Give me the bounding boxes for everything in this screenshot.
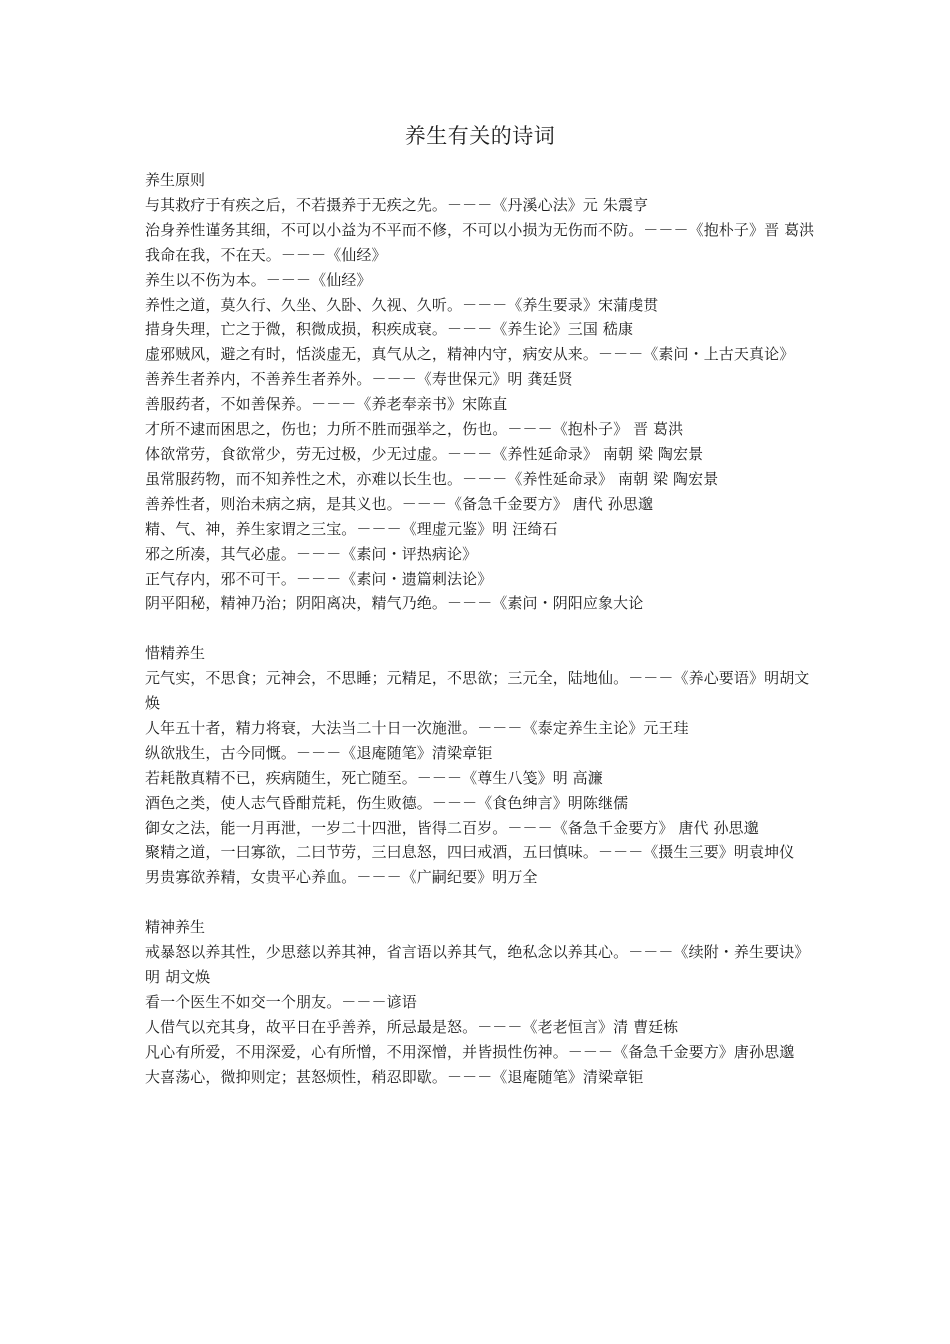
section xyxy=(145,168,815,616)
quote-line: 酒色之类，使人志气昏酣荒耗，伤生败德。－－－《食色绅言》明陈继儒 xyxy=(145,793,629,812)
quote-line: 善养性者，则治未病之病，是其义也。－－－《备急千金要方》 唐代 孙思邈 xyxy=(145,494,654,513)
quote-line: 看一个医生不如交一个朋友。－－－谚语 xyxy=(145,992,417,1011)
quote-line: 与其救疗于有疾之后，不若摄养于无疾之先。－－－《丹溪心法》元 朱震亨 xyxy=(145,195,649,214)
quote-line: 元气实，不思食；元神会，不思睡；元精足，不思欲；三元全，陆地仙。－－－《养心要语》明胡文焕 xyxy=(145,669,810,713)
quote-line: 人借气以充其身，故平日在乎善养，所忌最是怒。－－－《老老恒言》清 曹廷栋 xyxy=(145,1017,679,1036)
quote-line: 男贵寡欲养精，女贵平心养血。－－－《广嗣纪要》明万全 xyxy=(145,868,538,887)
quote-line: 体欲常劳，食欲常少，劳无过极，少无过虚。－－－《养性延命录》 南朝 梁 陶宏景 xyxy=(145,444,704,463)
section-heading: 精神养生 xyxy=(145,918,206,937)
document-page xyxy=(145,118,815,1114)
quote-line: 人年五十者，精力将衰，大法当二十日一次施泄。－－－《泰定养生主论》元王珪 xyxy=(145,718,689,737)
quote-line: 戒暴怒以养其性，少思慈以养其神，省言语以养其气，绝私念以养其心。－－－《续附・养生要诀》明 胡文焕 xyxy=(145,943,810,986)
quote-line: 养生以不伤为本。－－－《仙经》 xyxy=(145,270,372,289)
quote-line: 我命在我，不在天。－－－《仙经》 xyxy=(145,245,387,264)
quote-line: 虽常服药物，而不知养性之术，亦难以长生也。－－－《养性延命录》 南朝 梁 陶宏景 xyxy=(145,469,719,488)
quote-line: 精、气、神，养生家谓之三宝。－－－《理虚元鉴》明 汪绮石 xyxy=(145,519,558,538)
quote-line: 虚邪贼风，避之有时，恬淡虚无，真气从之，精神内守，病安从来。－－－《素问・上古天真论》 xyxy=(145,345,795,364)
quote-line: 才所不逮而困思之，伤也；力所不胜而强举之，伤也。－－－《抱朴子》 晋 葛洪 xyxy=(145,420,684,439)
section-heading: 惜精养生 xyxy=(145,644,206,663)
section xyxy=(145,915,815,1089)
quote-line: 阴平阳秘，精神乃治；阴阳离决，精气乃绝。－－－《素问・阴阳应象大论 xyxy=(145,594,644,613)
quote-line: 养性之道，莫久行、久坐、久卧、久视、久听。－－－《养生要录》宋蒲虔贯 xyxy=(145,295,659,314)
page-title: 养生有关的诗词 xyxy=(404,124,556,148)
quote-line: 凡心有所爱，不用深爱，心有所憎，不用深憎，并皆损性伤神。－－－《备急千金要方》唐孙思邈 xyxy=(145,1042,795,1061)
quote-line: 纵欲戕生，古今同慨。－－－《退庵随笔》清梁章钜 xyxy=(145,743,493,762)
quote-line: 大喜荡心，微抑则定；甚怒烦性，稍忍即歇。－－－《退庵随笔》清梁章钜 xyxy=(145,1067,644,1086)
section xyxy=(145,641,815,890)
quote-line: 治身养性谨务其细，不可以小益为不平而不修，不可以小损为无伤而不防。－－－《抱朴子》晋 葛洪 xyxy=(145,220,815,239)
quote-line: 若耗散真精不已，疾病随生，死亡随至。－－－《尊生八笺》明 高濂 xyxy=(145,768,603,787)
document-body xyxy=(145,168,815,1090)
quote-line: 善养生者养内，不善养生者养外。－－－《寿世保元》明 龚廷贤 xyxy=(145,370,573,389)
quote-line: 措身失理，亡之于微，积微成损，积疾成衰。－－－《养生论》三国 嵇康 xyxy=(145,320,634,339)
quote-line: 御女之法，能一月再泄，一岁二十四泄，皆得二百岁。－－－《备急千金要方》 唐代 孙思邈 xyxy=(145,818,759,837)
quote-line: 聚精之道，一曰寡欲，二曰节劳，三曰息怒，四曰戒酒，五曰慎味。－－－《摄生三要》明袁坤仪 xyxy=(145,843,795,862)
quote-line: 邪之所凑，其气必虚。－－－《素问・评热病论》 xyxy=(145,544,478,563)
section-heading: 养生原则 xyxy=(145,171,206,189)
quote-line: 正气存内，邪不可干。－－－《素问・遗篇刺法论》 xyxy=(145,569,493,588)
quote-line: 善服药者，不如善保养。－－－《养老奉亲书》宋陈直 xyxy=(145,395,508,414)
